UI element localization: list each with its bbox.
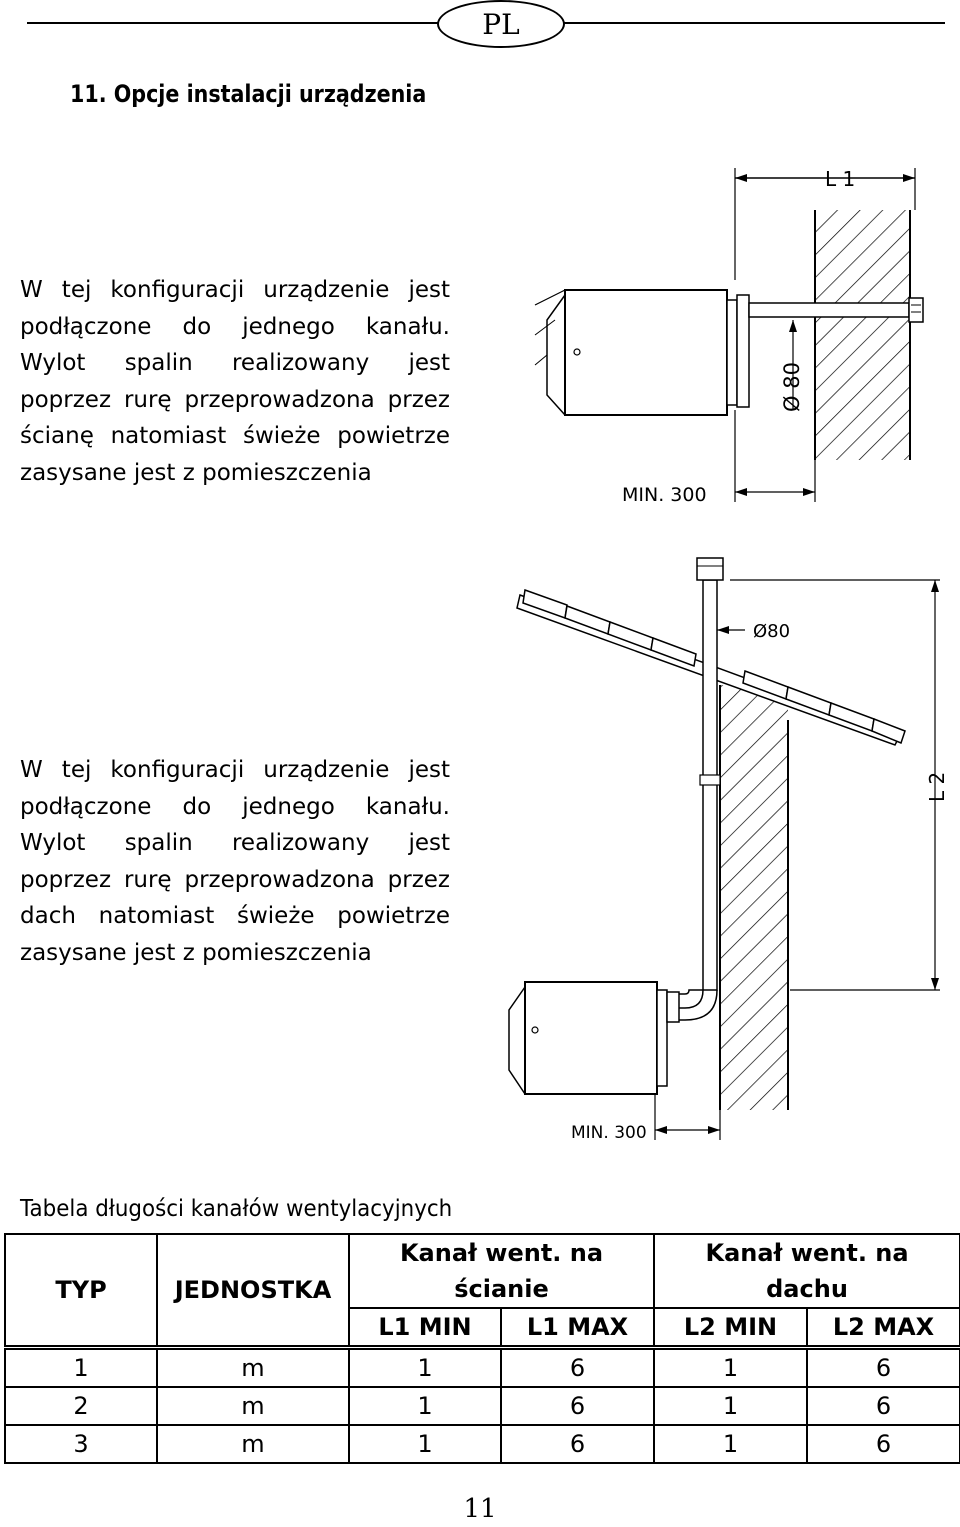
header-unit: JEDNOSTKA	[157, 1234, 349, 1348]
header-roof-line2: dachu	[766, 1275, 848, 1303]
table-row: 3 m 1 6 1 6	[5, 1425, 960, 1463]
roof-installation-diagram	[495, 550, 955, 1150]
duct-length-table	[4, 1233, 960, 1464]
header-l2-min: L2 MIN	[654, 1308, 807, 1348]
header-typ: TYP	[5, 1234, 157, 1348]
header-l1-min: L1 MIN	[349, 1308, 501, 1348]
header-rule-left	[27, 22, 439, 24]
header-l1-max: L1 MAX	[501, 1308, 654, 1348]
roof-heater-unit	[525, 982, 657, 1094]
wall-diameter-label: Ø 80	[780, 362, 804, 412]
section-title: 11. Opcje instalacji urządzenia	[70, 80, 427, 108]
wall-length-label: L 1	[825, 167, 856, 191]
roof-wall-section	[720, 685, 788, 1110]
page-number: 11	[463, 1494, 497, 1524]
table-row: 1 m 1 6 1 6	[5, 1348, 960, 1388]
header-wall-line1: Kanał went. na	[399, 1239, 604, 1267]
header-roof-line1: Kanał went. na	[705, 1239, 909, 1267]
flue-pipe	[749, 303, 909, 317]
header-roof-duct	[654, 1234, 960, 1308]
heater-unit	[565, 290, 727, 415]
header-rule-right	[563, 22, 945, 24]
roof-length-label: L 2	[925, 771, 949, 802]
wall-section	[815, 210, 910, 460]
header-l2-max: L2 MAX	[807, 1308, 960, 1348]
header-wall-duct	[349, 1234, 654, 1308]
wall-config-description: W tej konfiguracji urządzenie jest podłączone do jednego kanału. Wylot spalin realizowany jest poprzez rurę przeprowadzona przez ścianę natomiast świeże powietrze zasysane jest z pomieszczenia	[20, 277, 450, 486]
wall-min-label: MIN. 300	[622, 484, 707, 506]
table-caption: Tabela długości kanałów wentylacyjnych	[20, 1196, 453, 1222]
roof-config-description: W tej konfiguracji urządzenie jest podłączone do jednego kanału. Wylot spalin realizowany jest poprzez rurę przeprowadzona przez dach natomiast świeże powietrze zasysane jest z pomieszczenia	[20, 757, 450, 966]
wall-installation-diagram	[525, 160, 945, 520]
roof-diameter-label: Ø80	[753, 621, 791, 642]
roof-min-label: MIN. 300	[571, 1123, 647, 1143]
table-row: 2 m 1 6 1 6	[5, 1387, 960, 1425]
language-badge: PL	[437, 0, 565, 48]
header-wall-line2: ścianie	[454, 1275, 549, 1303]
